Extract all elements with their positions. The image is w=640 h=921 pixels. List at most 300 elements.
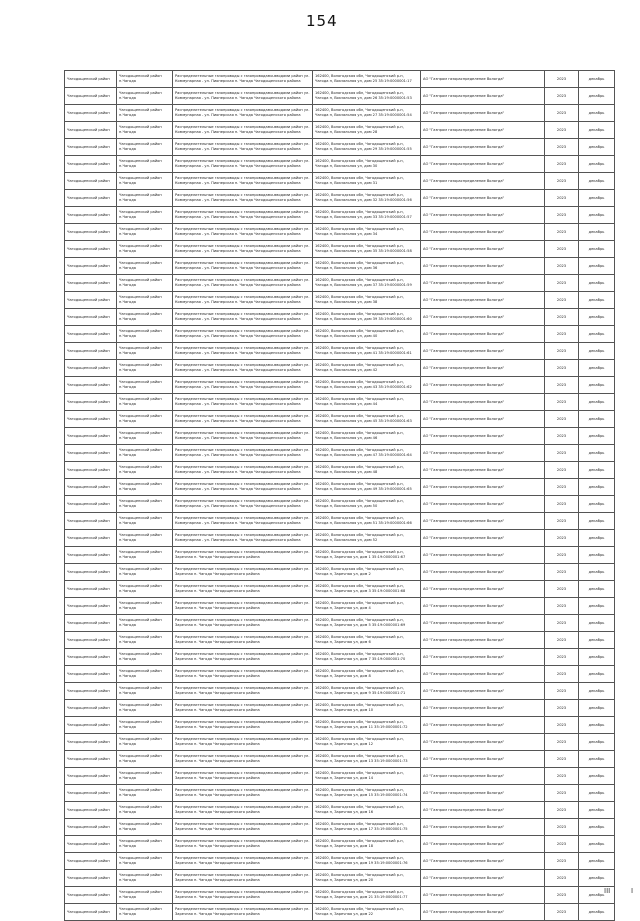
cell-feature: Распределительные газопроводы с газопроводами-вводами район ул. Коммунарная - ул. Пионерская п. Чагода Чагодощенского района xyxy=(173,71,313,88)
cell-area: Чагодощенский район п.Чагода xyxy=(117,292,173,309)
cell-area: Чагодощенский район п.Чагода xyxy=(117,275,173,292)
cell-address: 162400, Вологодская обл, Чагодощенский р-н, Чагода п, Заречная ул, дом 21 35:19:0000001:77 xyxy=(313,887,421,904)
cell-area: Чагодощенский район п.Чагода xyxy=(117,479,173,496)
cell-month: декабрь xyxy=(579,377,615,394)
cell-year: 2023 xyxy=(545,530,579,547)
cell-address: 162400, Вологодская обл, Чагодощенский р-н, Чагода п, Вокзальная ул, дом 51 35:19:0000001:66 xyxy=(313,513,421,530)
cell-district: Чагодощенский район xyxy=(65,71,117,88)
cell-year: 2023 xyxy=(545,360,579,377)
cell-owner: АО "Газпром газораспределение Вологда" xyxy=(421,207,545,224)
cell-owner: АО "Газпром газораспределение Вологда" xyxy=(421,479,545,496)
cell-year: 2023 xyxy=(545,751,579,768)
cell-feature: Распределительные газопроводы с газопроводами-вводами район ул. Коммунарная - ул. Пионерская п. Чагода Чагодощенского района xyxy=(173,513,313,530)
cell-district: Чагодощенский район xyxy=(65,581,117,598)
cell-area: Чагодощенский район п.Чагода xyxy=(117,428,173,445)
cell-feature: Распределительные газопроводы с газопроводами-вводами район ул. Коммунарная - ул. Пионерская п. Чагода Чагодощенского района xyxy=(173,377,313,394)
cell-feature: Распределительные газопроводы с газопроводами-вводами район ул. Заречная п. Чагода Чагодощенского района xyxy=(173,598,313,615)
cell-address: 162400, Вологодская обл, Чагодощенский р-н, Чагода п, Вокзальная ул, дом 42 xyxy=(313,360,421,377)
cell-feature: Распределительные газопроводы с газопроводами-вводами район ул. Заречная п. Чагода Чагодощенского района xyxy=(173,615,313,632)
cell-month: декабрь xyxy=(579,139,615,156)
cell-owner: АО "Газпром газораспределение Вологда" xyxy=(421,496,545,513)
cell-district: Чагодощенский район xyxy=(65,326,117,343)
cell-feature: Распределительные газопроводы с газопроводами-вводами район ул. Коммунарная - ул. Пионерская п. Чагода Чагодощенского района xyxy=(173,394,313,411)
table-row xyxy=(65,751,615,768)
table-row xyxy=(65,309,615,326)
cell-month: декабрь xyxy=(579,224,615,241)
cell-month: декабрь xyxy=(579,887,615,904)
cell-address: 162400, Вологодская обл, Чагодощенский р-н, Чагода п, Вокзальная ул, дом 30 xyxy=(313,156,421,173)
cell-month: декабрь xyxy=(579,156,615,173)
cell-district: Чагодощенский район xyxy=(65,632,117,649)
cell-area: Чагодощенский район п.Чагода xyxy=(117,530,173,547)
cell-year: 2023 xyxy=(545,870,579,887)
cell-feature: Распределительные газопроводы с газопроводами-вводами район ул. Коммунарная - ул. Пионерская п. Чагода Чагодощенского района xyxy=(173,224,313,241)
cell-district: Чагодощенский район xyxy=(65,394,117,411)
cell-feature: Распределительные газопроводы с газопроводами-вводами район ул. Коммунарная - ул. Пионерская п. Чагода Чагодощенского района xyxy=(173,190,313,207)
cell-year: 2023 xyxy=(545,683,579,700)
cell-owner: АО "Газпром газораспределение Вологда" xyxy=(421,88,545,105)
cell-owner: АО "Газпром газораспределение Вологда" xyxy=(421,666,545,683)
cell-feature: Распределительные газопроводы с газопроводами-вводами район ул. Коммунарная - ул. Пионерская п. Чагода Чагодощенского района xyxy=(173,411,313,428)
table-row xyxy=(65,887,615,904)
cell-area: Чагодощенский район п.Чагода xyxy=(117,836,173,853)
cell-address: 162400, Вологодская обл, Чагодощенский р-н, Чагода п, Вокзальная ул, дом 52 xyxy=(313,530,421,547)
cell-year: 2023 xyxy=(545,700,579,717)
cell-owner: АО "Газпром газораспределение Вологда" xyxy=(421,530,545,547)
cell-year: 2023 xyxy=(545,819,579,836)
cell-year: 2023 xyxy=(545,394,579,411)
cell-feature: Распределительные газопроводы с газопроводами-вводами район ул. Заречная п. Чагода Чагодощенского района xyxy=(173,683,313,700)
table-row xyxy=(65,768,615,785)
cell-area: Чагодощенский район п.Чагода xyxy=(117,122,173,139)
cell-address: 162400, Вологодская обл, Чагодощенский р-н, Чагода п, Вокзальная ул, дом 49 35:19:0000001:65 xyxy=(313,479,421,496)
cell-month: декабрь xyxy=(579,309,615,326)
cell-address: 162400, Вологодская обл, Чагодощенский р-н, Чагода п, Вокзальная ул, дом 46 xyxy=(313,428,421,445)
cell-owner: АО "Газпром газораспределение Вологда" xyxy=(421,513,545,530)
cell-area: Чагодощенский район п.Чагода xyxy=(117,207,173,224)
cell-district: Чагодощенский район xyxy=(65,649,117,666)
table-row xyxy=(65,360,615,377)
cell-area: Чагодощенский район п.Чагода xyxy=(117,751,173,768)
cell-owner: АО "Газпром газораспределение Вологда" xyxy=(421,598,545,615)
cell-month: декабрь xyxy=(579,700,615,717)
cell-owner: АО "Газпром газораспределение Вологда" xyxy=(421,105,545,122)
cell-month: декабрь xyxy=(579,666,615,683)
cell-district: Чагодощенский район xyxy=(65,785,117,802)
table-row xyxy=(65,122,615,139)
cell-address: 162400, Вологодская обл, Чагодощенский р-н, Чагода п, Заречная ул, дом 5 35:19:0000001:69 xyxy=(313,615,421,632)
cell-year: 2023 xyxy=(545,207,579,224)
cell-feature: Распределительные газопроводы с газопроводами-вводами район ул. Коммунарная - ул. Пионерская п. Чагода Чагодощенского района xyxy=(173,241,313,258)
cell-year: 2023 xyxy=(545,462,579,479)
cell-year: 2023 xyxy=(545,615,579,632)
cell-address: 162400, Вологодская обл, Чагодощенский р-н, Чагода п, Заречная ул, дом 12 xyxy=(313,734,421,751)
cell-address: 162400, Вологодская обл, Чагодощенский р-н, Чагода п, Заречная ул, дом 22 xyxy=(313,904,421,921)
cell-area: Чагодощенский район п.Чагода xyxy=(117,615,173,632)
cell-area: Чагодощенский район п.Чагода xyxy=(117,598,173,615)
cell-feature: Распределительные газопроводы с газопроводами-вводами район ул. Коммунарная - ул. Пионерская п. Чагода Чагодощенского района xyxy=(173,428,313,445)
cell-address: 162400, Вологодская обл, Чагодощенский р-н, Чагода п, Заречная ул, дом 2 xyxy=(313,564,421,581)
cell-area: Чагодощенский район п.Чагода xyxy=(117,581,173,598)
table-row xyxy=(65,428,615,445)
cell-district: Чагодощенский район xyxy=(65,819,117,836)
cell-address: 162400, Вологодская обл, Чагодощенский р-н, Чагода п, Вокзальная ул, дом 43 35:19:0000001:62 xyxy=(313,377,421,394)
cell-address: 162400, Вологодская обл, Чагодощенский р-н, Чагода п, Вокзальная ул, дом 45 35:19:0000001:63 xyxy=(313,411,421,428)
cell-year: 2023 xyxy=(545,71,579,88)
cell-year: 2023 xyxy=(545,105,579,122)
table-row xyxy=(65,326,615,343)
cell-address: 162400, Вологодская обл, Чагодощенский р-н, Чагода п, Вокзальная ул, дом 50 xyxy=(313,496,421,513)
cell-area: Чагодощенский район п.Чагода xyxy=(117,224,173,241)
table-row xyxy=(65,258,615,275)
cell-feature: Распределительные газопроводы с газопроводами-вводами район ул. Коммунарная - ул. Пионерская п. Чагода Чагодощенского района xyxy=(173,156,313,173)
cell-address: 162400, Вологодская обл, Чагодощенский р-н, Чагода п, Заречная ул, дом 10 xyxy=(313,700,421,717)
cell-area: Чагодощенский район п.Чагода xyxy=(117,649,173,666)
cell-feature: Распределительные газопроводы с газопроводами-вводами район ул. Заречная п. Чагода Чагодощенского района xyxy=(173,819,313,836)
table-row xyxy=(65,564,615,581)
table-row xyxy=(65,88,615,105)
cell-district: Чагодощенский район xyxy=(65,190,117,207)
table-row xyxy=(65,292,615,309)
cell-month: декабрь xyxy=(579,768,615,785)
cell-address: 162400, Вологодская обл, Чагодощенский р-н, Чагода п, Вокзальная ул, дом 25 35:19:0000001:17 xyxy=(313,71,421,88)
cell-year: 2023 xyxy=(545,598,579,615)
cell-feature: Распределительные газопроводы с газопроводами-вводами район ул. Заречная п. Чагода Чагодощенского района xyxy=(173,785,313,802)
cell-area: Чагодощенский район п.Чагода xyxy=(117,241,173,258)
cell-month: декабрь xyxy=(579,88,615,105)
cell-owner: АО "Газпром газораспределение Вологда" xyxy=(421,547,545,564)
cell-month: декабрь xyxy=(579,207,615,224)
cell-district: Чагодощенский район xyxy=(65,343,117,360)
cell-year: 2023 xyxy=(545,411,579,428)
cell-month: декабрь xyxy=(579,598,615,615)
cell-year: 2023 xyxy=(545,666,579,683)
cell-year: 2023 xyxy=(545,768,579,785)
cell-address: 162400, Вологодская обл, Чагодощенский р-н, Чагода п, Заречная ул, дом 7 35:19:0000001:70 xyxy=(313,649,421,666)
cell-owner: АО "Газпром газораспределение Вологда" xyxy=(421,564,545,581)
cell-owner: АО "Газпром газораспределение Вологда" xyxy=(421,819,545,836)
cell-year: 2023 xyxy=(545,173,579,190)
cell-feature: Распределительные газопроводы с газопроводами-вводами район ул. Коммунарная - ул. Пионерская п. Чагода Чагодощенского района xyxy=(173,445,313,462)
table-row xyxy=(65,649,615,666)
table-row xyxy=(65,411,615,428)
cell-district: Чагодощенский район xyxy=(65,88,117,105)
table-row xyxy=(65,343,615,360)
table-row xyxy=(65,819,615,836)
cell-feature: Распределительные газопроводы с газопроводами-вводами район ул. Коммунарная - ул. Пионерская п. Чагода Чагодощенского района xyxy=(173,139,313,156)
cell-feature: Распределительные газопроводы с газопроводами-вводами район ул. Коммунарная - ул. Пионерская п. Чагода Чагодощенского района xyxy=(173,462,313,479)
cell-owner: АО "Газпром газораспределение Вологда" xyxy=(421,411,545,428)
cell-area: Чагодощенский район п.Чагода xyxy=(117,445,173,462)
cell-district: Чагодощенский район xyxy=(65,513,117,530)
cell-year: 2023 xyxy=(545,734,579,751)
cell-year: 2023 xyxy=(545,156,579,173)
cell-feature: Распределительные газопроводы с газопроводами-вводами район ул. Коммунарная - ул. Пионерская п. Чагода Чагодощенского района xyxy=(173,292,313,309)
cell-feature: Распределительные газопроводы с газопроводами-вводами район ул. Коммунарная - ул. Пионерская п. Чагода Чагодощенского района xyxy=(173,326,313,343)
cell-address: 162400, Вологодская обл, Чагодощенский р-н, Чагода п, Вокзальная ул, дом 31 xyxy=(313,173,421,190)
cell-district: Чагодощенский район xyxy=(65,139,117,156)
cell-area: Чагодощенский район п.Чагода xyxy=(117,802,173,819)
cell-owner: АО "Газпром газораспределение Вологда" xyxy=(421,462,545,479)
cell-owner: АО "Газпром газораспределение Вологда" xyxy=(421,309,545,326)
cell-year: 2023 xyxy=(545,292,579,309)
cell-owner: АО "Газпром газораспределение Вологда" xyxy=(421,445,545,462)
cell-feature: Распределительные газопроводы с газопроводами-вводами район ул. Заречная п. Чагода Чагодощенского района xyxy=(173,853,313,870)
cell-area: Чагодощенский район п.Чагода xyxy=(117,190,173,207)
cell-owner: АО "Газпром газораспределение Вологда" xyxy=(421,649,545,666)
cell-district: Чагодощенский район xyxy=(65,904,117,921)
cell-feature: Распределительные газопроводы с газопроводами-вводами район ул. Коммунарная - ул. Пионерская п. Чагода Чагодощенского района xyxy=(173,309,313,326)
table-row xyxy=(65,139,615,156)
cell-feature: Распределительные газопроводы с газопроводами-вводами район ул. Заречная п. Чагода Чагодощенского района xyxy=(173,581,313,598)
cell-address: 162400, Вологодская обл, Чагодощенский р-н, Чагода п, Вокзальная ул, дом 44 xyxy=(313,394,421,411)
cell-owner: АО "Газпром газораспределение Вологда" xyxy=(421,870,545,887)
cell-month: декабрь xyxy=(579,343,615,360)
cell-feature: Распределительные газопроводы с газопроводами-вводами район ул. Заречная п. Чагода Чагодощенского района xyxy=(173,836,313,853)
cell-address: 162400, Вологодская обл, Чагодощенский р-н, Чагода п, Вокзальная ул, дом 35 35:19:0000001:58 xyxy=(313,241,421,258)
cell-district: Чагодощенский район xyxy=(65,479,117,496)
table-row xyxy=(65,734,615,751)
cell-owner: АО "Газпром газораспределение Вологда" xyxy=(421,734,545,751)
table-row xyxy=(65,105,615,122)
cell-area: Чагодощенский район п.Чагода xyxy=(117,768,173,785)
cell-owner: АО "Газпром газораспределение Вологда" xyxy=(421,683,545,700)
cell-owner: АО "Газпром газораспределение Вологда" xyxy=(421,224,545,241)
cell-year: 2023 xyxy=(545,224,579,241)
cell-address: 162400, Вологодская обл, Чагодощенский р-н, Чагода п, Заречная ул, дом 6 xyxy=(313,632,421,649)
cell-district: Чагодощенский район xyxy=(65,445,117,462)
cell-district: Чагодощенский район xyxy=(65,836,117,853)
cell-year: 2023 xyxy=(545,496,579,513)
cell-area: Чагодощенский район п.Чагода xyxy=(117,258,173,275)
table-row xyxy=(65,445,615,462)
cell-area: Чагодощенский район п.Чагода xyxy=(117,309,173,326)
cell-year: 2023 xyxy=(545,802,579,819)
table-row xyxy=(65,836,615,853)
cell-area: Чагодощенский район п.Чагода xyxy=(117,904,173,921)
cell-address: 162400, Вологодская обл, Чагодощенский р-н, Чагода п, Вокзальная ул, дом 32 35:19:0000001:56 xyxy=(313,190,421,207)
cell-district: Чагодощенский район xyxy=(65,462,117,479)
cell-month: декабрь xyxy=(579,632,615,649)
cell-area: Чагодощенский район п.Чагода xyxy=(117,411,173,428)
cell-year: 2023 xyxy=(545,139,579,156)
table-row xyxy=(65,71,615,88)
cell-feature: Распределительные газопроводы с газопроводами-вводами район ул. Коммунарная - ул. Пионерская п. Чагода Чагодощенского района xyxy=(173,496,313,513)
cell-feature: Распределительные газопроводы с газопроводами-вводами район ул. Заречная п. Чагода Чагодощенского района xyxy=(173,802,313,819)
cell-district: Чагодощенский район xyxy=(65,802,117,819)
table-row xyxy=(65,904,615,921)
cell-feature: Распределительные газопроводы с газопроводами-вводами район ул. Заречная п. Чагода Чагодощенского района xyxy=(173,734,313,751)
cell-owner: АО "Газпром газораспределение Вологда" xyxy=(421,394,545,411)
cell-year: 2023 xyxy=(545,717,579,734)
cell-district: Чагодощенский район xyxy=(65,105,117,122)
cell-month: декабрь xyxy=(579,717,615,734)
cell-year: 2023 xyxy=(545,309,579,326)
cell-year: 2023 xyxy=(545,122,579,139)
cell-year: 2023 xyxy=(545,632,579,649)
cell-year: 2023 xyxy=(545,241,579,258)
cell-month: декабрь xyxy=(579,462,615,479)
cell-district: Чагодощенский район xyxy=(65,887,117,904)
cell-district: Чагодощенский район xyxy=(65,547,117,564)
table-row xyxy=(65,241,615,258)
cell-district: Чагодощенский район xyxy=(65,241,117,258)
cell-owner: АО "Газпром газораспределение Вологда" xyxy=(421,615,545,632)
cell-area: Чагодощенский район п.Чагода xyxy=(117,632,173,649)
cell-district: Чагодощенский район xyxy=(65,309,117,326)
cell-address: 162400, Вологодская обл, Чагодощенский р-н, Чагода п, Вокзальная ул, дом 41 35:19:0000001:61 xyxy=(313,343,421,360)
cell-owner: АО "Газпром газораспределение Вологда" xyxy=(421,802,545,819)
cell-year: 2023 xyxy=(545,377,579,394)
table-row xyxy=(65,394,615,411)
cell-area: Чагодощенский район п.Чагода xyxy=(117,870,173,887)
cell-feature: Распределительные газопроводы с газопроводами-вводами район ул. Заречная п. Чагода Чагодощенского района xyxy=(173,751,313,768)
cell-feature: Распределительные газопроводы с газопроводами-вводами район ул. Заречная п. Чагода Чагодощенского района xyxy=(173,904,313,921)
cell-month: декабрь xyxy=(579,394,615,411)
cell-area: Чагодощенский район п.Чагода xyxy=(117,343,173,360)
cell-address: 162400, Вологодская обл, Чагодощенский р-н, Чагода п, Заречная ул, дом 15 35:19:0000001:74 xyxy=(313,785,421,802)
cell-owner: АО "Газпром газораспределение Вологда" xyxy=(421,292,545,309)
cell-month: декабрь xyxy=(579,615,615,632)
cell-owner: АО "Газпром газораспределение Вологда" xyxy=(421,241,545,258)
cell-owner: АО "Газпром газораспределение Вологда" xyxy=(421,717,545,734)
cell-address: 162400, Вологодская обл, Чагодощенский р-н, Чагода п, Вокзальная ул, дом 34 xyxy=(313,224,421,241)
cell-area: Чагодощенский район п.Чагода xyxy=(117,394,173,411)
table-row xyxy=(65,547,615,564)
cell-feature: Распределительные газопроводы с газопроводами-вводами район ул. Заречная п. Чагода Чагодощенского района xyxy=(173,547,313,564)
table-row xyxy=(65,224,615,241)
cell-month: декабрь xyxy=(579,547,615,564)
table-row xyxy=(65,615,615,632)
cell-feature: Распределительные газопроводы с газопроводами-вводами район ул. Коммунарная - ул. Пионерская п. Чагода Чагодощенского района xyxy=(173,360,313,377)
cell-area: Чагодощенский район п.Чагода xyxy=(117,734,173,751)
cell-feature: Распределительные газопроводы с газопроводами-вводами район ул. Заречная п. Чагода Чагодощенского района xyxy=(173,768,313,785)
cell-owner: АО "Газпром газораспределение Вологда" xyxy=(421,632,545,649)
cell-owner: АО "Газпром газораспределение Вологда" xyxy=(421,190,545,207)
cell-feature: Распределительные газопроводы с газопроводами-вводами район ул. Коммунарная - ул. Пионерская п. Чагода Чагодощенского района xyxy=(173,343,313,360)
cell-feature: Распределительные газопроводы с газопроводами-вводами район ул. Заречная п. Чагода Чагодощенского района xyxy=(173,564,313,581)
cell-month: декабрь xyxy=(579,360,615,377)
cell-area: Чагодощенский район п.Чагода xyxy=(117,717,173,734)
cell-year: 2023 xyxy=(545,343,579,360)
cell-area: Чагодощенский район п.Чагода xyxy=(117,462,173,479)
cell-district: Чагодощенский район xyxy=(65,683,117,700)
cell-address: 162400, Вологодская обл, Чагодощенский р-н, Чагода п, Заречная ул, дом 20 xyxy=(313,870,421,887)
cell-address: 162400, Вологодская обл, Чагодощенский р-н, Чагода п, Заречная ул, дом 14 xyxy=(313,768,421,785)
cell-month: декабрь xyxy=(579,428,615,445)
table-row xyxy=(65,666,615,683)
cell-owner: АО "Газпром газораспределение Вологда" xyxy=(421,122,545,139)
cell-month: декабрь xyxy=(579,581,615,598)
cell-owner: АО "Газпром газораспределение Вологда" xyxy=(421,139,545,156)
cell-owner: АО "Газпром газораспределение Вологда" xyxy=(421,887,545,904)
cell-area: Чагодощенский район п.Чагода xyxy=(117,513,173,530)
cell-month: декабрь xyxy=(579,819,615,836)
cell-district: Чагодощенский район xyxy=(65,292,117,309)
cell-area: Чагодощенский район п.Чагода xyxy=(117,853,173,870)
cell-feature: Распределительные газопроводы с газопроводами-вводами район ул. Коммунарная - ул. Пионерская п. Чагода Чагодощенского района xyxy=(173,258,313,275)
cell-district: Чагодощенский район xyxy=(65,598,117,615)
cell-district: Чагодощенский район xyxy=(65,666,117,683)
cell-address: 162400, Вологодская обл, Чагодощенский р-н, Чагода п, Вокзальная ул, дом 39 35:19:0000001:60 xyxy=(313,309,421,326)
cell-address: 162400, Вологодская обл, Чагодощенский р-н, Чагода п, Заречная ул, дом 8 xyxy=(313,666,421,683)
cell-area: Чагодощенский район п.Чагода xyxy=(117,819,173,836)
cell-owner: АО "Газпром газораспределение Вологда" xyxy=(421,751,545,768)
cell-address: 162400, Вологодская обл, Чагодощенский р-н, Чагода п, Заречная ул, дом 1 35:19:0000001:67 xyxy=(313,547,421,564)
table-row xyxy=(65,870,615,887)
cell-district: Чагодощенский район xyxy=(65,428,117,445)
cell-district: Чагодощенский район xyxy=(65,258,117,275)
cell-address: 162400, Вологодская обл, Чагодощенский р-н, Чагода п, Вокзальная ул, дом 38 xyxy=(313,292,421,309)
cell-area: Чагодощенский район п.Чагода xyxy=(117,700,173,717)
cell-area: Чагодощенский район п.Чагода xyxy=(117,71,173,88)
cell-owner: АО "Газпром газораспределение Вологда" xyxy=(421,275,545,292)
cell-district: Чагодощенский район xyxy=(65,156,117,173)
table-row xyxy=(65,581,615,598)
cell-month: декабрь xyxy=(579,258,615,275)
cell-month: декабрь xyxy=(579,802,615,819)
table-row xyxy=(65,530,615,547)
cell-district: Чагодощенский район xyxy=(65,122,117,139)
cell-year: 2023 xyxy=(545,836,579,853)
table-row xyxy=(65,496,615,513)
table-row xyxy=(65,717,615,734)
cell-area: Чагодощенский район п.Чагода xyxy=(117,887,173,904)
cell-address: 162400, Вологодская обл, Чагодощенский р-н, Чагода п, Вокзальная ул, дом 37 35:19:0000001:59 xyxy=(313,275,421,292)
cell-month: декабрь xyxy=(579,785,615,802)
cell-address: 162400, Вологодская обл, Чагодощенский р-н, Чагода п, Вокзальная ул, дом 33 35:19:0000001:57 xyxy=(313,207,421,224)
cell-month: декабрь xyxy=(579,513,615,530)
cell-address: 162400, Вологодская обл, Чагодощенский р-н, Чагода п, Заречная ул, дом 19 35:19:0000001:76 xyxy=(313,853,421,870)
cell-area: Чагодощенский район п.Чагода xyxy=(117,564,173,581)
cell-owner: АО "Газпром газораспределение Вологда" xyxy=(421,343,545,360)
cell-owner: АО "Газпром газораспределение Вологда" xyxy=(421,360,545,377)
cell-district: Чагодощенский район xyxy=(65,700,117,717)
table-row xyxy=(65,632,615,649)
cell-owner: АО "Газпром газораспределение Вологда" xyxy=(421,258,545,275)
cell-district: Чагодощенский район xyxy=(65,717,117,734)
cell-district: Чагодощенский район xyxy=(65,734,117,751)
cell-address: 162400, Вологодская обл, Чагодощенский р-н, Чагода п, Вокзальная ул, дом 28 xyxy=(313,122,421,139)
table-row xyxy=(65,377,615,394)
cell-address: 162400, Вологодская обл, Чагодощенский р-н, Чагода п, Заречная ул, дом 17 35:19:0000001:75 xyxy=(313,819,421,836)
cell-feature: Распределительные газопроводы с газопроводами-вводами район ул. Заречная п. Чагода Чагодощенского района xyxy=(173,717,313,734)
cell-year: 2023 xyxy=(545,887,579,904)
cell-month: декабрь xyxy=(579,411,615,428)
cell-month: декабрь xyxy=(579,734,615,751)
cell-area: Чагодощенский район п.Чагода xyxy=(117,105,173,122)
table-row xyxy=(65,683,615,700)
cell-address: 162400, Вологодская обл, Чагодощенский р-н, Чагода п, Заречная ул, дом 4 xyxy=(313,598,421,615)
cell-year: 2023 xyxy=(545,904,579,921)
cell-area: Чагодощенский район п.Чагода xyxy=(117,377,173,394)
register-table xyxy=(64,70,615,921)
cell-feature: Распределительные газопроводы с газопроводами-вводами район ул. Коммунарная - ул. Пионерская п. Чагода Чагодощенского района xyxy=(173,173,313,190)
cell-year: 2023 xyxy=(545,853,579,870)
cell-month: декабрь xyxy=(579,751,615,768)
cell-feature: Распределительные газопроводы с газопроводами-вводами район ул. Коммунарная - ул. Пионерская п. Чагода Чагодощенского района xyxy=(173,275,313,292)
cell-feature: Распределительные газопроводы с газопроводами-вводами район ул. Коммунарная - ул. Пионерская п. Чагода Чагодощенского района xyxy=(173,105,313,122)
cell-month: декабрь xyxy=(579,904,615,921)
cell-district: Чагодощенский район xyxy=(65,496,117,513)
cell-year: 2023 xyxy=(545,581,579,598)
table-row xyxy=(65,853,615,870)
table-row xyxy=(65,700,615,717)
cell-month: декабрь xyxy=(579,326,615,343)
cell-year: 2023 xyxy=(545,275,579,292)
cell-area: Чагодощенский район п.Чагода xyxy=(117,326,173,343)
cell-district: Чагодощенский район xyxy=(65,207,117,224)
